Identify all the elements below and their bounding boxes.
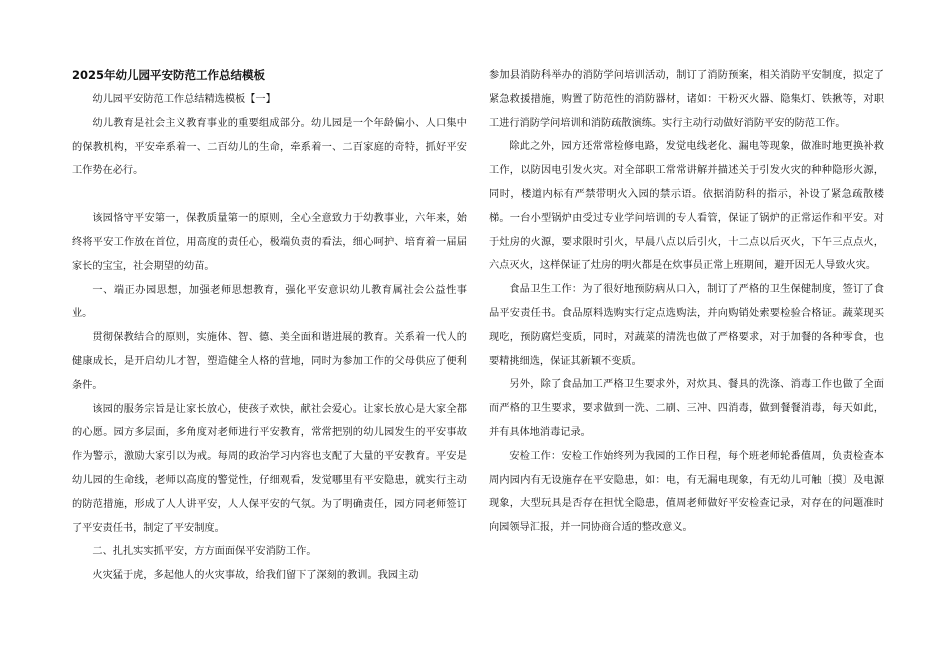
paragraph-section-one-heading: 一、端正办园思想，加强老师思想教育，强化平安意识幼儿教育属社会公益性事业。	[72, 284, 467, 320]
left-column	[72, 64, 467, 588]
paragraph-safety-inspection: 安检工作：安检工作始终列为我园的工作日程，每个班老师轮番值周，负责检查本周内园内有无设施存在平安隐患，如：电，有无漏电现象，有无幼儿可触〔摸〕及电源现象，大型玩具是否存在担忧全隐患，值周老师做好平安检查记录，对存在的问题准时向园领导汇报，并一同协商合适的整改意义。	[489, 450, 884, 534]
paragraph-fire-start: 火灾猛于虎，多起他人的火灾事故，给我们留下了深刻的教训。我园主动	[92, 570, 419, 582]
paragraph-service-purpose: 该园的服务宗旨是让家长放心，使孩子欢快，献社会爱心。让家长放心是大家全都的心愿。园方多层面，多角度对老师进行平安教育，常常把别的幼儿园发生的平安事故作为警示，激励大家引以为戒。每周的政治学习内容也支配了大量的平安教育。平安是幼儿园的生命线，老师以高度的警觉性，仔细观看，发觉哪里有平安隐患，就实行主动的防范措施，形成了人人讲平安，人人保平安的气氛。为了明确责任，园方同老师签订了平安责任书，制定了平安制度。	[72, 403, 467, 534]
paragraph-section-two-heading: 二、扎扎实实抓平安，方方面面保平安消防工作。	[92, 546, 317, 558]
paragraph-subtitle: 幼儿园平安防范工作总结精选模板【一】	[92, 94, 276, 105]
paragraph-education: 贯彻保教结合的原则，实施体、智、德、美全面和谐进展的教育。关系着一代人的健康成长，是开启幼儿才智，塑造健全人格的营地，同时为参加工作的父母供应了便利条件。	[72, 332, 467, 391]
blank-line	[72, 183, 467, 207]
paragraph-electrical-safety: 除此之外，园方还常常检修电路，发觉电线老化、漏电等现象，做准时地更换补救工作，以防因电引发火灾。对全部职工常常讲解并描述关于引发火灾的种种隐形火源，同时，楼道内标有严禁带明火入园的禁示语。依据消防科的指示，补设了紧急疏散楼梯。一台小型锅炉由受过专业学问培训的专人看管，保证了锅炉的正常运作和平安。对于灶房的火源，要求限时引火，早晨八点以后引火，十二点以后灭火，下午三点点火，六点灭火，这样保证了灶房的明火都是在炊事员正常上班期间，避开因无人导致火灾。	[489, 141, 884, 272]
document-title: 2025年幼儿园平安防范工作总结模板	[72, 68, 266, 82]
right-column	[489, 64, 884, 540]
paragraph-intro: 幼儿教育是社会主义教育事业的重要组成部分。幼儿园是一个年龄偏小、人口集中的保教机构，平安牵系着一、二百幼儿的生命，牵系着一、二百家庭的奇特，抓好平安工作势在必行。	[72, 117, 467, 177]
paragraph-fire-continued: 参加县消防科举办的消防学问培训活动，制订了消防预案，相关消防平安制度，拟定了紧急救援措施，购置了防范性的消防器材，诸如：干粉灭火器、隐集灯、铁揪等，对职工进行消防学问培训和消防疏散演练。实行主动行动做好消防平安的防范工作。	[489, 70, 884, 129]
paragraph-principle: 该园恪守平安第一，保教质量第一的原则，全心全意致力于幼教事业，六年来，始终将平安工作放在首位，用高度的责任心，极端负责的看法，细心呵护、培育着一届届家长的宝宝，社会期望的幼苗。	[72, 213, 467, 272]
paragraph-disinfection: 另外，除了食品加工严格卫生要求外，对炊具、餐具的洗涤、消毒工作也做了全面而严格的卫生要求，要求做到一洗、二刷、三冲、四消毒，做到餐餐消毒，每天如此，并有具体地消毒记录。	[489, 379, 884, 438]
paragraph-food-hygiene: 食品卫生工作：为了很好地预防病从口入，制订了严格的卫生保健制度，签订了食品平安责任书。食品原料选购实行定点选购法，并向购销处索要检验合格证。蔬菜现买现吃，预防腐烂变质，同时，对蔬菜的清洗也做了严格要求，对于加餐的各种零食，也要精挑细选，保证其新颖不变质。	[489, 284, 884, 367]
